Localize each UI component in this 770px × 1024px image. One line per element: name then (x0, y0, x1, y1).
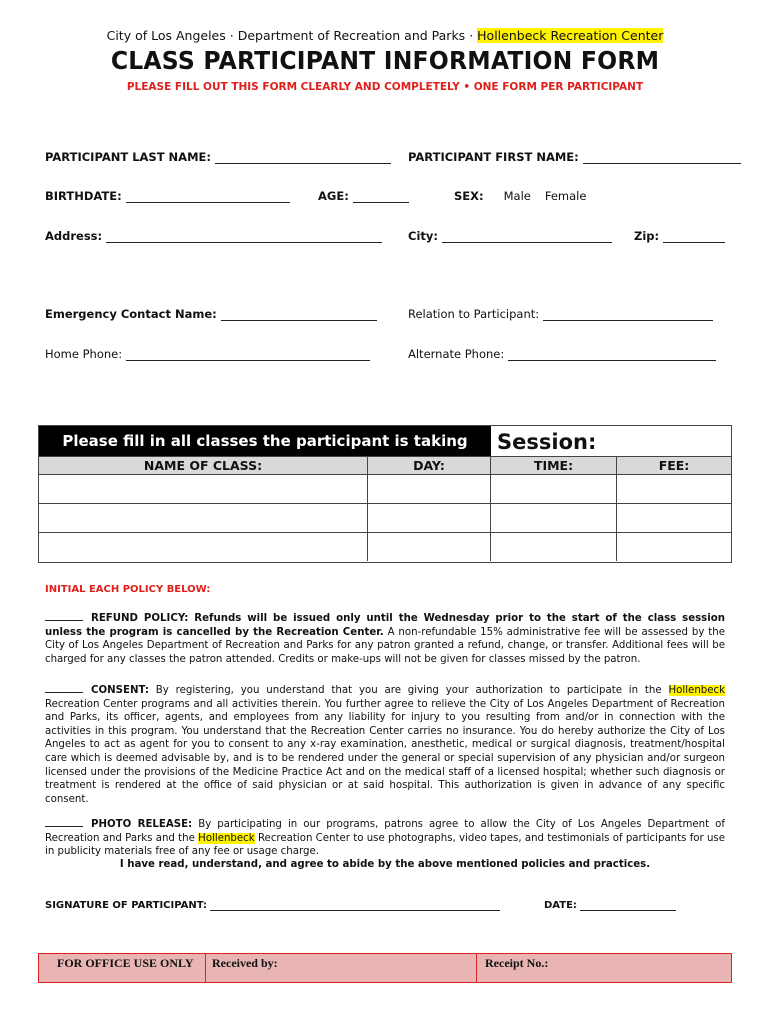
classes-banner: Please fill in all classes the participant is taking (39, 426, 491, 456)
time-cell[interactable] (491, 504, 617, 532)
day-cell[interactable] (368, 475, 491, 503)
refund-policy-text: A non-refundable 15% administrative fee will be assessed by the City of Los Angeles Department of Recreation and Parks for any patron granted a refund, change, or transfer. Additional fees will be charged for any classes the patron attended. Credits or make-ups will not be given for classes missed by the patron. (45, 626, 725, 665)
last-name-field[interactable] (45, 150, 391, 164)
age-input[interactable] (353, 191, 409, 203)
consent-policy (45, 684, 725, 806)
class-name-cell[interactable] (39, 533, 368, 561)
col-header-fee: FEE: (658, 458, 690, 473)
refund-policy (45, 612, 725, 666)
city-name: City of Los Angeles (106, 28, 226, 43)
col-header-day: DAY: (368, 457, 491, 474)
consent-title: CONSENT: (91, 685, 149, 696)
first-name-field[interactable] (408, 150, 741, 164)
birthdate-field[interactable] (45, 189, 290, 203)
signature-field[interactable] (45, 900, 500, 911)
class-name-cell[interactable] (39, 475, 368, 503)
time-cell[interactable] (491, 475, 617, 503)
date-label: DATE: (544, 900, 577, 911)
photo-release-title: PHOTO RELEASE: (91, 819, 193, 830)
date-field[interactable] (544, 900, 676, 911)
fee-cell[interactable] (617, 475, 731, 503)
last-name-input[interactable] (215, 152, 391, 164)
office-use-label: FOR OFFICE USE ONLY (39, 954, 206, 982)
class-name-cell[interactable] (39, 504, 368, 532)
relation-input[interactable] (543, 309, 713, 321)
sex-option-male[interactable]: Male (503, 189, 531, 203)
photo-text-start: By participating in our programs, patrons agree to allow the City of Los Angeles Department of Recreation and Parks and the (45, 819, 725, 844)
emergency-contact-label: Emergency Contact Name: (45, 307, 217, 321)
photo-center-highlight: Hollenbeck (198, 832, 255, 844)
consent-initial-input[interactable] (45, 684, 83, 693)
separator-dot: · (469, 28, 474, 43)
classes-header-row (39, 456, 731, 475)
address-input[interactable] (106, 231, 382, 243)
emergency-contact-input[interactable] (221, 309, 377, 321)
consent-text-rest: Recreation Center programs and all activities therein. You further agree to relieve the City of Los Angeles Department of Recreation and Parks, its officer, agents, and employees from any liability for injury to you resulting from and/or in connection with the activities in this program. You understand that the Recreation Center carries no insurance. You do hereby authorize the City of Los Angeles to act as agent for you to consent to any x-ray examination, anesthetic, medical or surgical diagnosis, treatment/hospital care which is deemed advisable by, and is to be rendered under the general or special supervision of any physician and/or surgeon licensed under the provisions of the Medicine Practice Act and on the medical staff of a licensed hospital; whether such diagnosis or treatment is rendered at the office of said physician or at said hospital. This authorization is given in advance of any specific consent. (45, 698, 725, 805)
photo-text-rest: Recreation Center to use photographs, video tapes, and testimonials of participants for use in publicity materials free of any fee or usage charge. (45, 832, 725, 858)
sex-option-female[interactable]: Female (544, 189, 587, 203)
classes-table (38, 425, 732, 563)
photo-initial-input[interactable] (45, 818, 83, 827)
sex-field (454, 189, 586, 203)
age-label: AGE: (318, 189, 349, 203)
city-label: City: (408, 229, 438, 243)
receipt-number-label: Receipt No.: (485, 956, 549, 970)
col-header-class-name: NAME OF CLASS: (39, 457, 368, 474)
table-row (39, 504, 731, 533)
consent-center-highlight: Hollenbeck (668, 685, 726, 696)
alternate-phone-label: Alternate Phone: (408, 347, 505, 361)
day-cell[interactable] (368, 504, 491, 532)
birthdate-label: BIRTHDATE: (45, 189, 122, 203)
time-cell[interactable] (491, 533, 617, 561)
separator-dot: · (229, 28, 234, 43)
first-name-label: PARTICIPANT FIRST NAME: (408, 150, 579, 164)
zip-label: Zip: (634, 229, 660, 243)
agreement-statement: I have read, understand, and agree to abide by the above mentioned policies and practices. (119, 859, 651, 870)
session-label: Session: (497, 430, 597, 454)
zip-input[interactable] (663, 231, 725, 243)
refund-policy-title: REFUND POLICY: Refunds will be issued only until the Wednesday prior to the start of the class session unless the program is cancelled by the Recreation Center. (45, 613, 725, 638)
birthdate-input[interactable] (126, 191, 290, 203)
photo-release-policy (45, 818, 725, 859)
last-name-label: PARTICIPANT LAST NAME: (45, 150, 211, 164)
table-row (39, 533, 731, 562)
zip-field[interactable] (634, 229, 725, 243)
received-by-label: Received by: (206, 954, 477, 982)
center-name: Hollenbeck Recreation Center (477, 28, 664, 43)
consent-text-start: By registering, you understand that you are giving your authorization to participate in the (155, 685, 662, 696)
home-phone-label: Home Phone: (45, 347, 123, 361)
header-line (0, 28, 770, 43)
address-label: Address: (45, 229, 103, 243)
city-input[interactable] (442, 231, 612, 243)
home-phone-input[interactable] (126, 349, 370, 361)
refund-initial-input[interactable] (45, 612, 83, 621)
alternate-phone-field[interactable] (408, 347, 716, 361)
relation-label: Relation to Participant: (408, 307, 540, 321)
home-phone-field[interactable] (45, 347, 370, 361)
date-input[interactable] (580, 901, 676, 911)
fee-cell[interactable] (617, 504, 731, 532)
table-row (39, 475, 731, 504)
initial-policies-header: INITIAL EACH POLICY BELOW: (45, 584, 211, 595)
signature-label: SIGNATURE OF PARTICIPANT: (45, 900, 208, 911)
fee-cell[interactable] (617, 533, 731, 561)
form-title: CLASS PARTICIPANT INFORMATION FORM (110, 46, 660, 75)
emergency-contact-field[interactable] (45, 307, 377, 321)
signature-input[interactable] (210, 901, 500, 911)
alternate-phone-input[interactable] (508, 349, 716, 361)
col-header-time: TIME: (491, 457, 617, 474)
first-name-input[interactable] (583, 152, 741, 164)
city-field[interactable] (408, 229, 612, 243)
office-use-box (38, 953, 732, 983)
relation-field[interactable] (408, 307, 713, 321)
sex-label: SEX: (454, 189, 484, 203)
age-field[interactable] (318, 189, 409, 203)
day-cell[interactable] (368, 533, 491, 561)
form-subtitle: PLEASE FILL OUT THIS FORM CLEARLY AND COMPLETELY • ONE FORM PER PARTICIPANT (126, 81, 644, 93)
address-field[interactable] (45, 229, 382, 243)
department-name: Department of Recreation and Parks (237, 28, 466, 43)
